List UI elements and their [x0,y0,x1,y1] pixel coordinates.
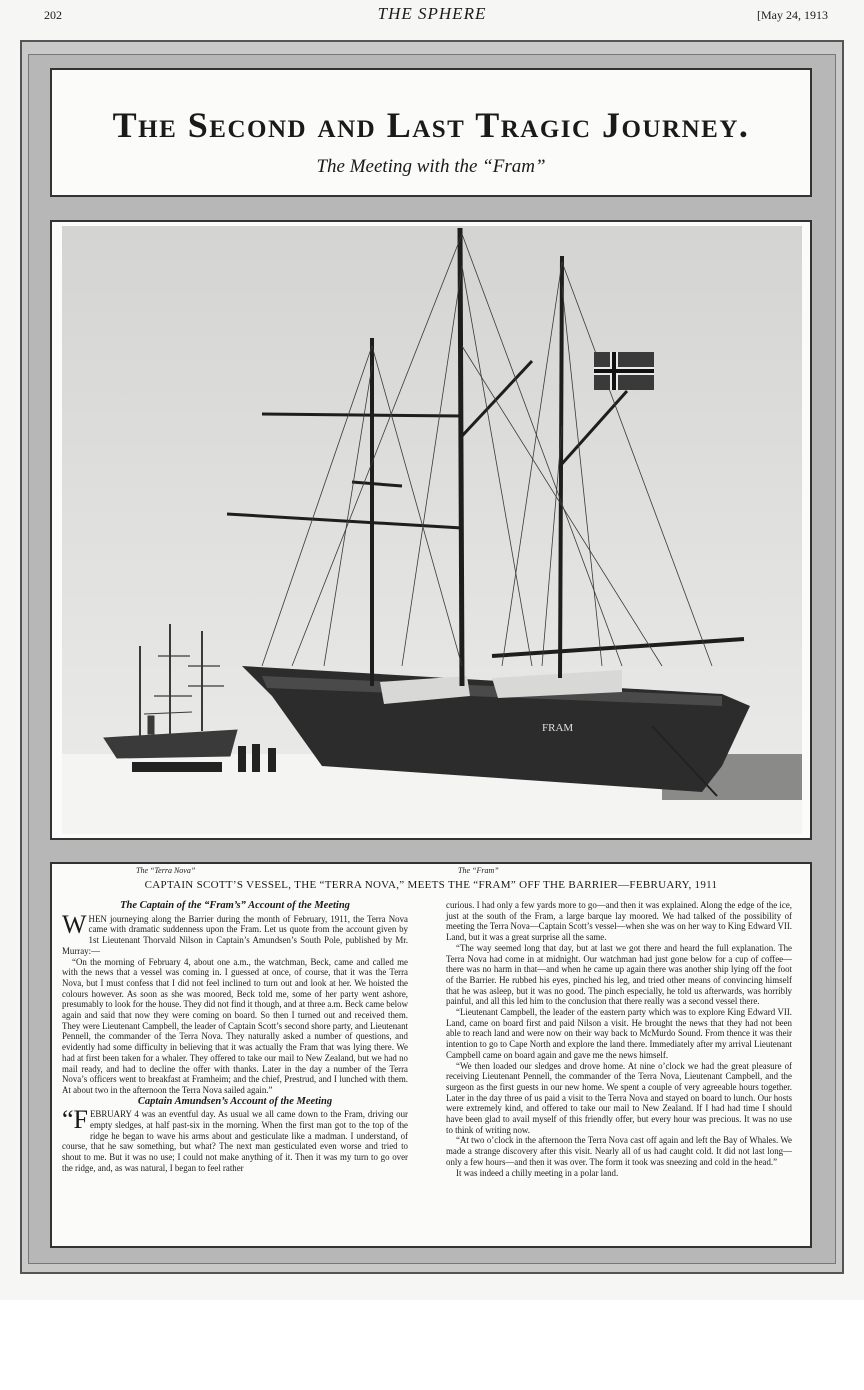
hull-name: FRAM [542,722,574,734]
masthead: THE SPHERE [377,4,487,23]
title-panel [50,68,812,197]
photo-caption: CAPTAIN SCOTT’S VESSEL, THE “TERRA NOVA,” MEETS THE “FRAM” OFF THE BARRIER—FEBRUARY, 1911 [144,879,718,891]
photo-label-fram: The “Fram” [458,866,499,875]
article-paragraph: “FEBRUARY 4 was an eventful day. As usual we all came down to the Fram, driving our empty sledges, at half past-six in the morning. When the first man got to the top of the ridge he began to wave his arms about and gesticulate like a madman. I understand, of course, that he saw something, but what? The next man gesticulated even worse and tried to shout to me. But it was no use; I could not make anything of it. Then it was my turn to go over the ridge, and, as was natural, I began to feel rather [62,1105,408,1173]
page-margin-bottom [0,1300,864,1390]
photo-label-terra-nova: The “Terra Nova” [136,866,196,875]
article-paragraph: “At two o’clock in the afternoon the Terra Nova cast off again and left the Bay of Whales. We made a strange discovery after this visit. Nearly all of us had caught cold. It did not last long—only a few hours—and then it was over. The form it took was sneezing and cold in the head.” [446,1135,792,1167]
article-paragraph: It was indeed a chilly meeting in a polar land. [456,1167,619,1178]
article-paragraph: “Lieutenant Campbell, the leader of the eastern party which was to explore King Edward VII. Land, came on board first and paid Nilson a visit. He brought the news that they had not been able to reach land and were now on their way back to McMurdo Sound. From thence it was their intention to go to Cape North and explore the land there. Immediately after my arrival Lieutenant Campbell came on board again and gave me the news himself. [446,1007,792,1060]
article-paragraph: “On the morning of February 4, about one a.m., the watchman, Beck, came and called me with the news that a vessel was coming in. I guessed at once, of course, that it was the Terra Nova, but I must confess that I did not feel inclined to turn out and look at her. We hoisted the colours however. As soon as she was moored, Beck told me, some of her party went ashore, presumably to look for the house. They did not find it though, and at three a.m. Beck came below again and said that now they were coming on board. So then I turned out and received them. They were Lieutenant Campbell, the leader of Captain Scott’s second shore party, and Lieutenant Pennell, the commander of the Terra Nova. They naturally asked a number of questions, and evidently had some difficulty in believing that it was actually the Fram that was lying there. We had at first been taken for a whaler. They offered to take our mail to New Zealand, but we had no mail ready, and had to decline the offer with thanks. Later in the day a number of the Terra Nova’s officers went to breakfast at Framheim; and the chief, Prestrud, and I lunched with them. At about two in the afternoon the Terra Nova sailed again.” [62,956,408,1095]
article-column-right [446,900,792,1178]
drop-cap: W [62,909,87,939]
section-heading: Captain Amundsen’s Account of the Meeting [137,1095,333,1107]
page-title: The Second and Last Tragic Journey. [112,105,750,145]
issue-date: [May 24, 1913 [757,8,828,22]
page-header [0,0,864,34]
page-number: 202 [44,8,62,22]
ship-photograph [62,226,802,834]
article-paragraph: “We then loaded our sledges and drove home. At nine o’clock we had the great pleasure of receiving Lieutenant Pennell, the commander of the Terra Nova, Lieutenant Campbell, and the surgeon as the first guests in our new home. We spent a couple of very agreeable hours together. Later in the day three of us paid a visit to the Terra Nova and stayed on board to lunch. Our hosts were extremely kind, and offered to take our mail to New Zealand. If I had had time I should have been glad to avail myself of this friendly offer, but every hour was precious. It was no use to think of writing now. [446,1060,792,1135]
article-column-left [62,900,408,1174]
page-subtitle: The Meeting with the “Fram” [316,156,546,177]
section-heading: The Captain of the “Fram’s” Account of the Meeting [120,900,350,911]
article-paragraph: curious. I had only a few yards more to go—and then it was explained. Along the edge of the ice, just at the south of the Fram, a large barque lay moored. We had talked of the possibility of meeting the Terra Nova—Captain Scott’s vessel—when she was on her way to King Edward VII. Land, but it was a great surprise all the same. [446,900,792,943]
article-paragraph: “The way seemed long that day, but at last we got there and heard the full explanation. The Terra Nova had come in at midnight. Our watchman had just gone below for a cup of coffee—there was no harm in that—and when he came up again there was another ship lying off the foot of the Barrier. He rubbed his eyes, pinched his leg, and tried other means of convincing himself that he was asleep, but it was no good. The pinch especially, he told us afterwards, was horribly painful, and all this led him to the conclusion that there really was a second vessel there. [446,942,792,1007]
article-paragraph: WHEN journeying along the Barrier during the month of February, 1911, the Terra Nova came with dramatic suddenness upon the Fram. Let us quote from the account given by 1st Lieutenant Thorvald Nilson in Captain’s Amundsen’s South Pole, published by Mr. Murray:— [62,909,408,956]
drop-cap: “F [62,1105,88,1135]
